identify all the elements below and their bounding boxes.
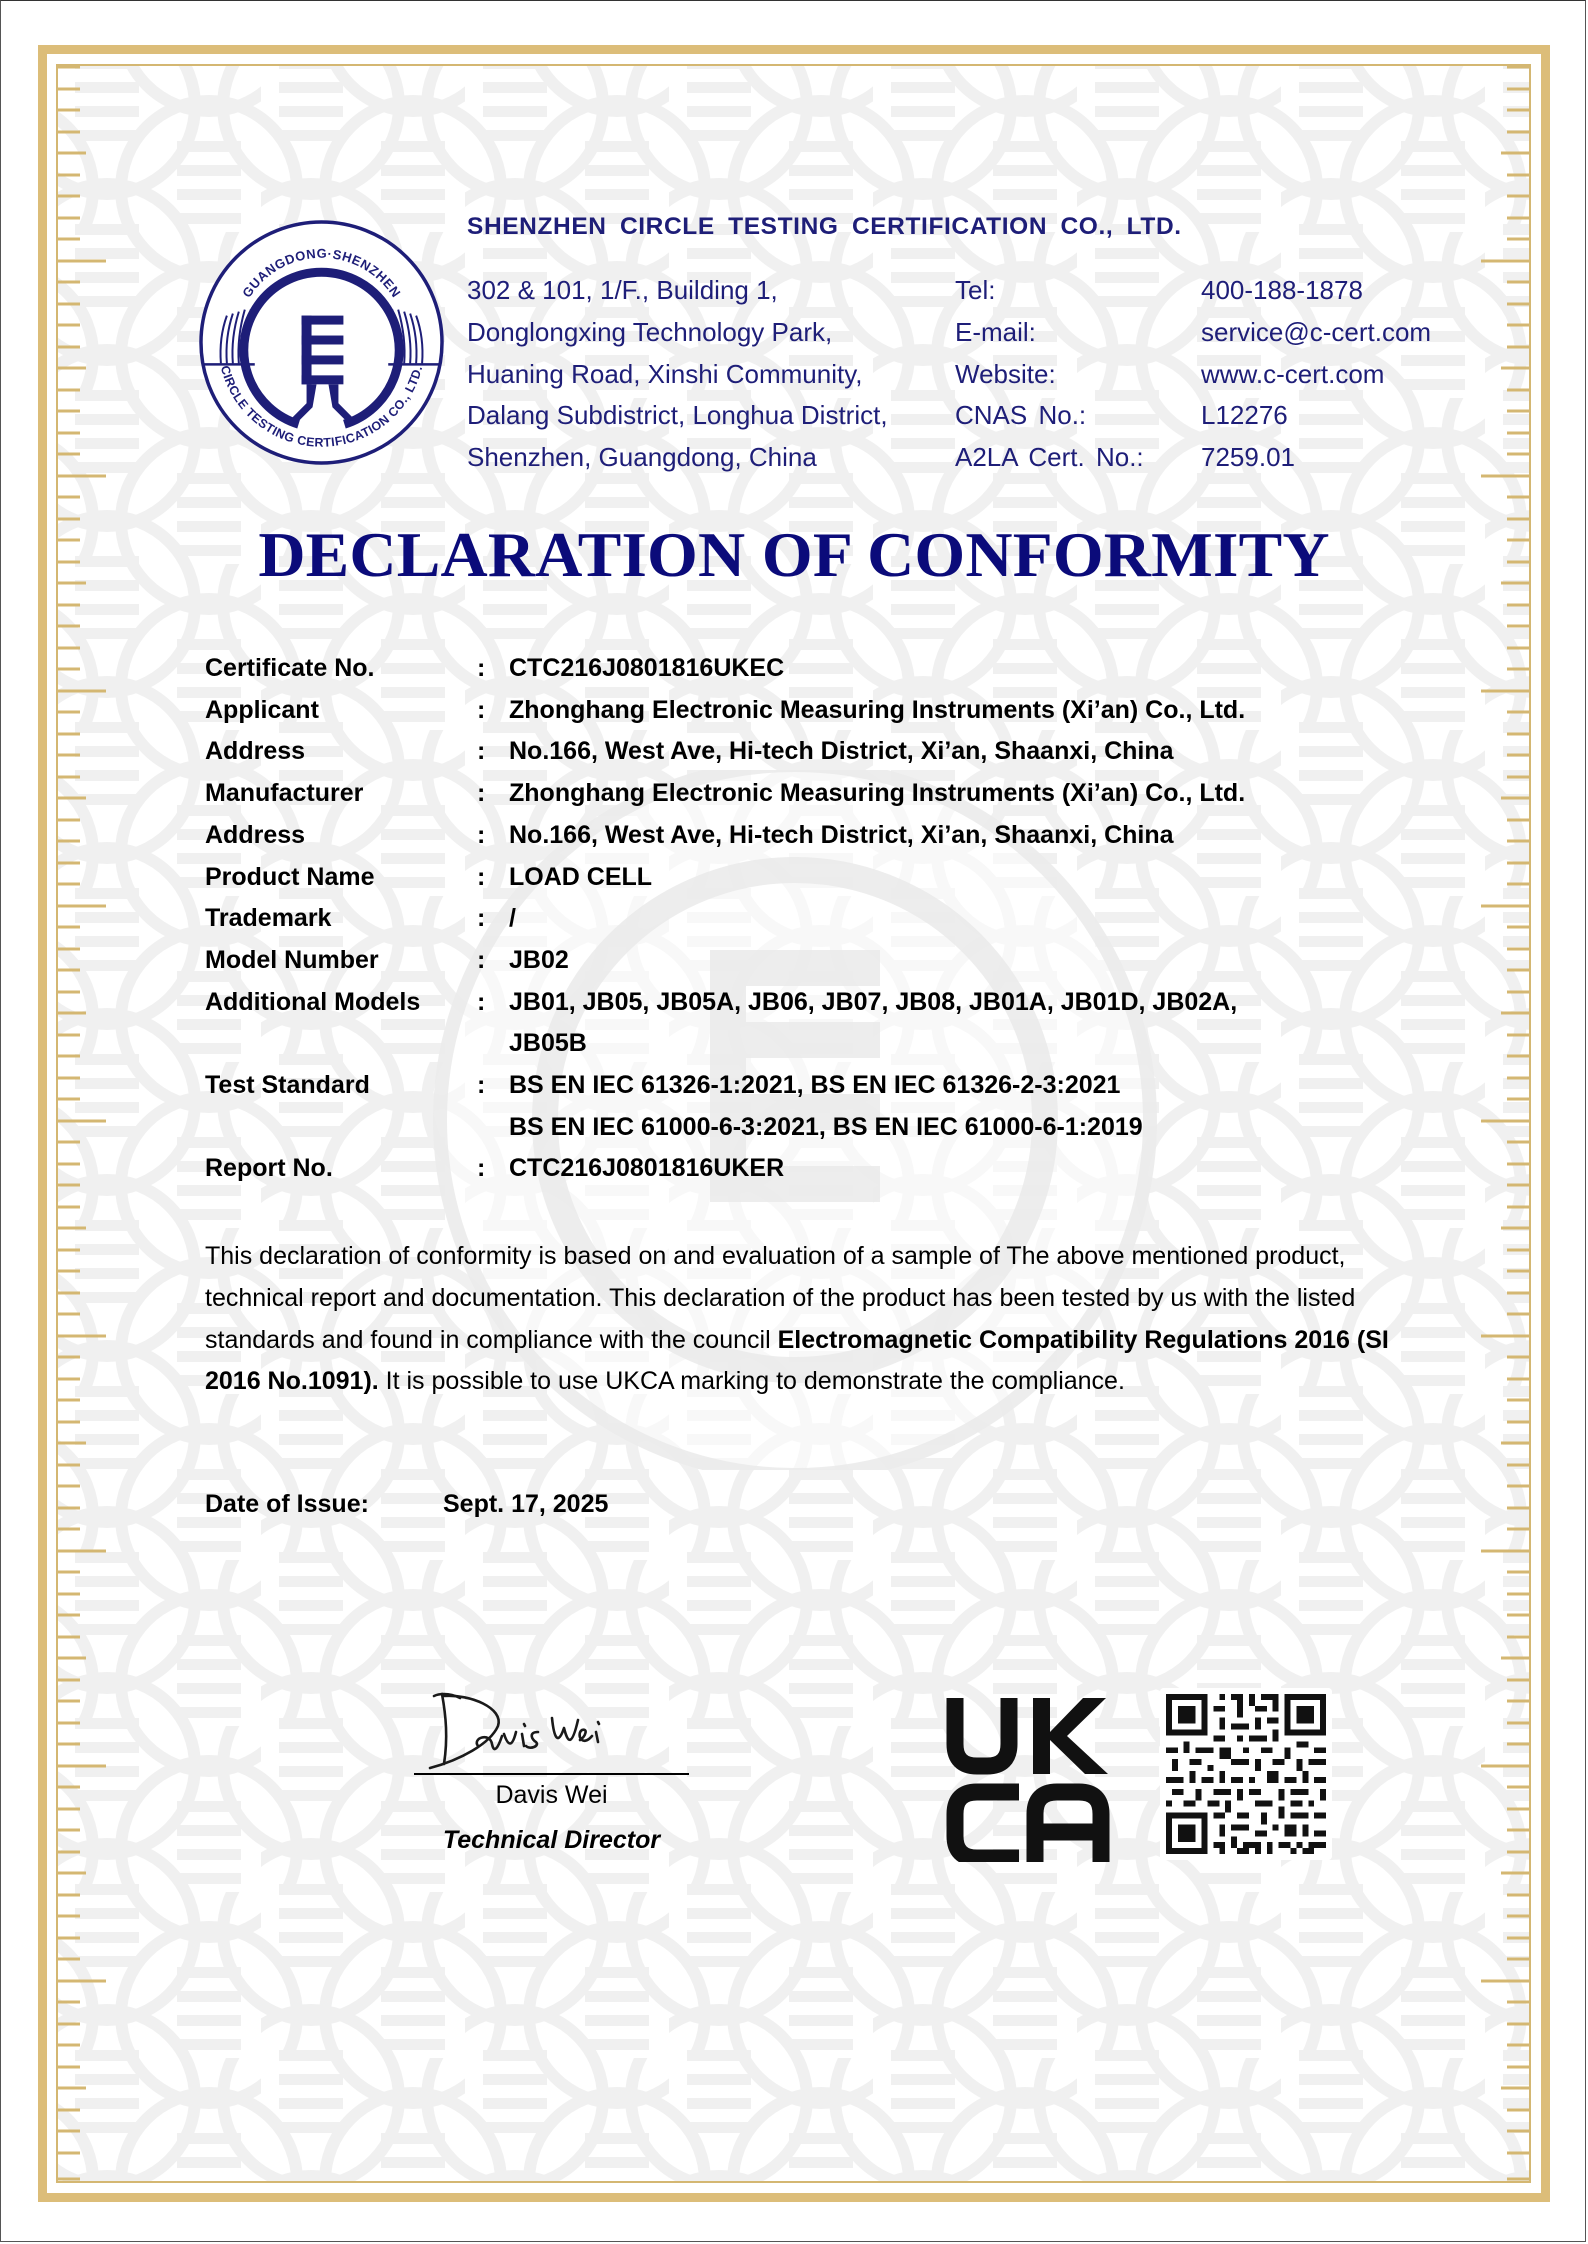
detail-label: Additional Models xyxy=(205,987,421,1016)
detail-row-test-standard xyxy=(205,1065,1405,1148)
contact-label: Tel: xyxy=(955,275,996,305)
circle-testing-logo-icon xyxy=(197,218,446,467)
detail-label: Certificate No. xyxy=(205,654,375,682)
document-title: DECLARATION OF CONFORMITY xyxy=(258,519,1330,590)
detail-row-applicant xyxy=(205,690,1405,732)
detail-colon: : xyxy=(477,1154,486,1183)
address-line: 302 & 101, 1/F., Building 1, xyxy=(467,275,778,305)
contact-value: service@c-cert.com xyxy=(1201,316,1432,347)
detail-label: Test Standard xyxy=(205,1071,370,1100)
date-of-issue xyxy=(205,1490,608,1519)
conformity-statement: This declaration of conformity is based on and evaluation of a sample of The above mentioned product, technical report and documentation. This declaration of the product has been tested by us with the listed standards and found in compliance with the council Electromagnetic Compatibility Regulations 2016 (SI 2016 No.1091). It is possible to use UKCA marking to demonstrate the compliance. xyxy=(205,1242,1389,1396)
detail-value: No.166, West Ave, Hi-tech District, Xi’an, Shaanxi, China xyxy=(509,820,1174,849)
contact-website xyxy=(955,354,1431,396)
detail-colon: : xyxy=(477,945,486,974)
detail-value: JB02 xyxy=(509,945,569,974)
contact-a2la xyxy=(955,437,1431,479)
certificate-details xyxy=(205,648,1405,1190)
contact-label: CNAS No.: xyxy=(955,400,1087,431)
detail-colon: : xyxy=(477,695,486,724)
detail-value: JB01, JB05, JB05A, JB06, JB07, JB08, JB01A, JB01D, JB02A, JB05B xyxy=(509,987,1238,1058)
detail-colon: : xyxy=(477,779,486,808)
detail-row-manufacturer-address xyxy=(205,815,1405,857)
address-line: Donglongxing Technology Park, xyxy=(467,316,833,347)
company-address xyxy=(467,270,888,479)
detail-value: CTC216J0801816UKER xyxy=(509,1154,785,1183)
left-ruler-ticks xyxy=(56,64,116,2183)
detail-label: Product Name xyxy=(205,862,375,891)
contact-value: www.c-cert.com xyxy=(1201,358,1385,389)
detail-label: Report No. xyxy=(205,1154,333,1183)
handwritten-signature-icon xyxy=(420,1688,660,1776)
detail-row-certificate-no xyxy=(205,648,1405,690)
issue-date-label: Date of Issue: xyxy=(205,1490,369,1518)
company-contacts xyxy=(955,270,1431,479)
detail-colon: : xyxy=(477,904,486,933)
contact-cnas xyxy=(955,395,1431,437)
detail-label: Model Number xyxy=(205,945,379,974)
issue-date-value: Sept. 17, 2025 xyxy=(443,1490,609,1518)
detail-value: BS EN IEC 61326-1:2021, BS EN IEC 61326-2-3:2021 BS EN IEC 61000-6-3:2021, BS EN IEC 61000-6-1:2019 xyxy=(509,1071,1143,1141)
contact-email xyxy=(955,312,1431,354)
regulation-reference: Electromagnetic Compatibility Regulations 2016 (SI 2016 No.1091). xyxy=(205,1325,1389,1396)
detail-colon: : xyxy=(477,654,486,682)
qr-code-icon[interactable] xyxy=(1160,1688,1332,1860)
contact-value: 7259.01 xyxy=(1201,442,1295,473)
detail-value: Zhonghang Electronic Measuring Instruments (Xi’an) Co., Ltd. xyxy=(509,779,1246,808)
contact-value: L12276 xyxy=(1201,400,1288,431)
address-line: Dalang Subdistrict, Longhua District, xyxy=(467,400,888,431)
contact-label: A2LA Cert. No.: xyxy=(955,442,1144,473)
svg-text:GUANGDONG·SHENZHEN: GUANGDONG·SHENZHEN xyxy=(239,245,404,301)
detail-row-trademark xyxy=(205,898,1405,940)
detail-value: No.166, West Ave, Hi-tech District, Xi’an, Shaanxi, China xyxy=(509,737,1174,766)
contact-label: Website: xyxy=(955,358,1056,389)
detail-row-report-no xyxy=(205,1148,1405,1190)
detail-value: Zhonghang Electronic Measuring Instruments (Xi’an) Co., Ltd. xyxy=(509,695,1246,724)
ukca-mark-icon xyxy=(943,1694,1111,1862)
detail-label: Address xyxy=(205,737,306,766)
detail-value: / xyxy=(509,904,516,933)
svg-text:CIRCLE TESTING CERTIFICATION C: CIRCLE TESTING CERTIFICATION CO., LTD. xyxy=(217,363,426,450)
company-name: SHENZHEN CIRCLE TESTING CERTIFICATION CO., LTD. xyxy=(467,213,1182,240)
detail-row-model-number xyxy=(205,940,1405,982)
detail-row-additional-models xyxy=(205,982,1405,1065)
detail-colon: : xyxy=(477,862,486,891)
signatory-title: Technical Director xyxy=(442,1826,661,1854)
detail-colon: : xyxy=(477,1071,486,1100)
address-line: Huaning Road, Xinshi Community, xyxy=(467,358,863,389)
detail-label: Applicant xyxy=(205,695,319,724)
detail-colon: : xyxy=(477,820,486,849)
contact-label: E-mail: xyxy=(955,316,1036,347)
detail-colon: : xyxy=(477,737,486,766)
detail-colon: : xyxy=(477,987,486,1016)
detail-row-product-name xyxy=(205,857,1405,899)
detail-label: Address xyxy=(205,820,306,849)
detail-value: LOAD CELL xyxy=(509,862,653,891)
detail-row-applicant-address xyxy=(205,731,1405,773)
detail-row-manufacturer xyxy=(205,773,1405,815)
detail-label: Trademark xyxy=(205,904,332,933)
contact-tel xyxy=(955,270,1431,312)
contact-value: 400-188-1878 xyxy=(1201,275,1363,305)
detail-value: CTC216J0801816UKEC xyxy=(509,654,785,682)
address-line: Shenzhen, Guangdong, China xyxy=(467,442,817,473)
signatory-name: Davis Wei xyxy=(495,1781,608,1809)
detail-label: Manufacturer xyxy=(205,779,364,808)
right-ruler-ticks xyxy=(1471,64,1531,2183)
signature-line xyxy=(414,1773,689,1775)
